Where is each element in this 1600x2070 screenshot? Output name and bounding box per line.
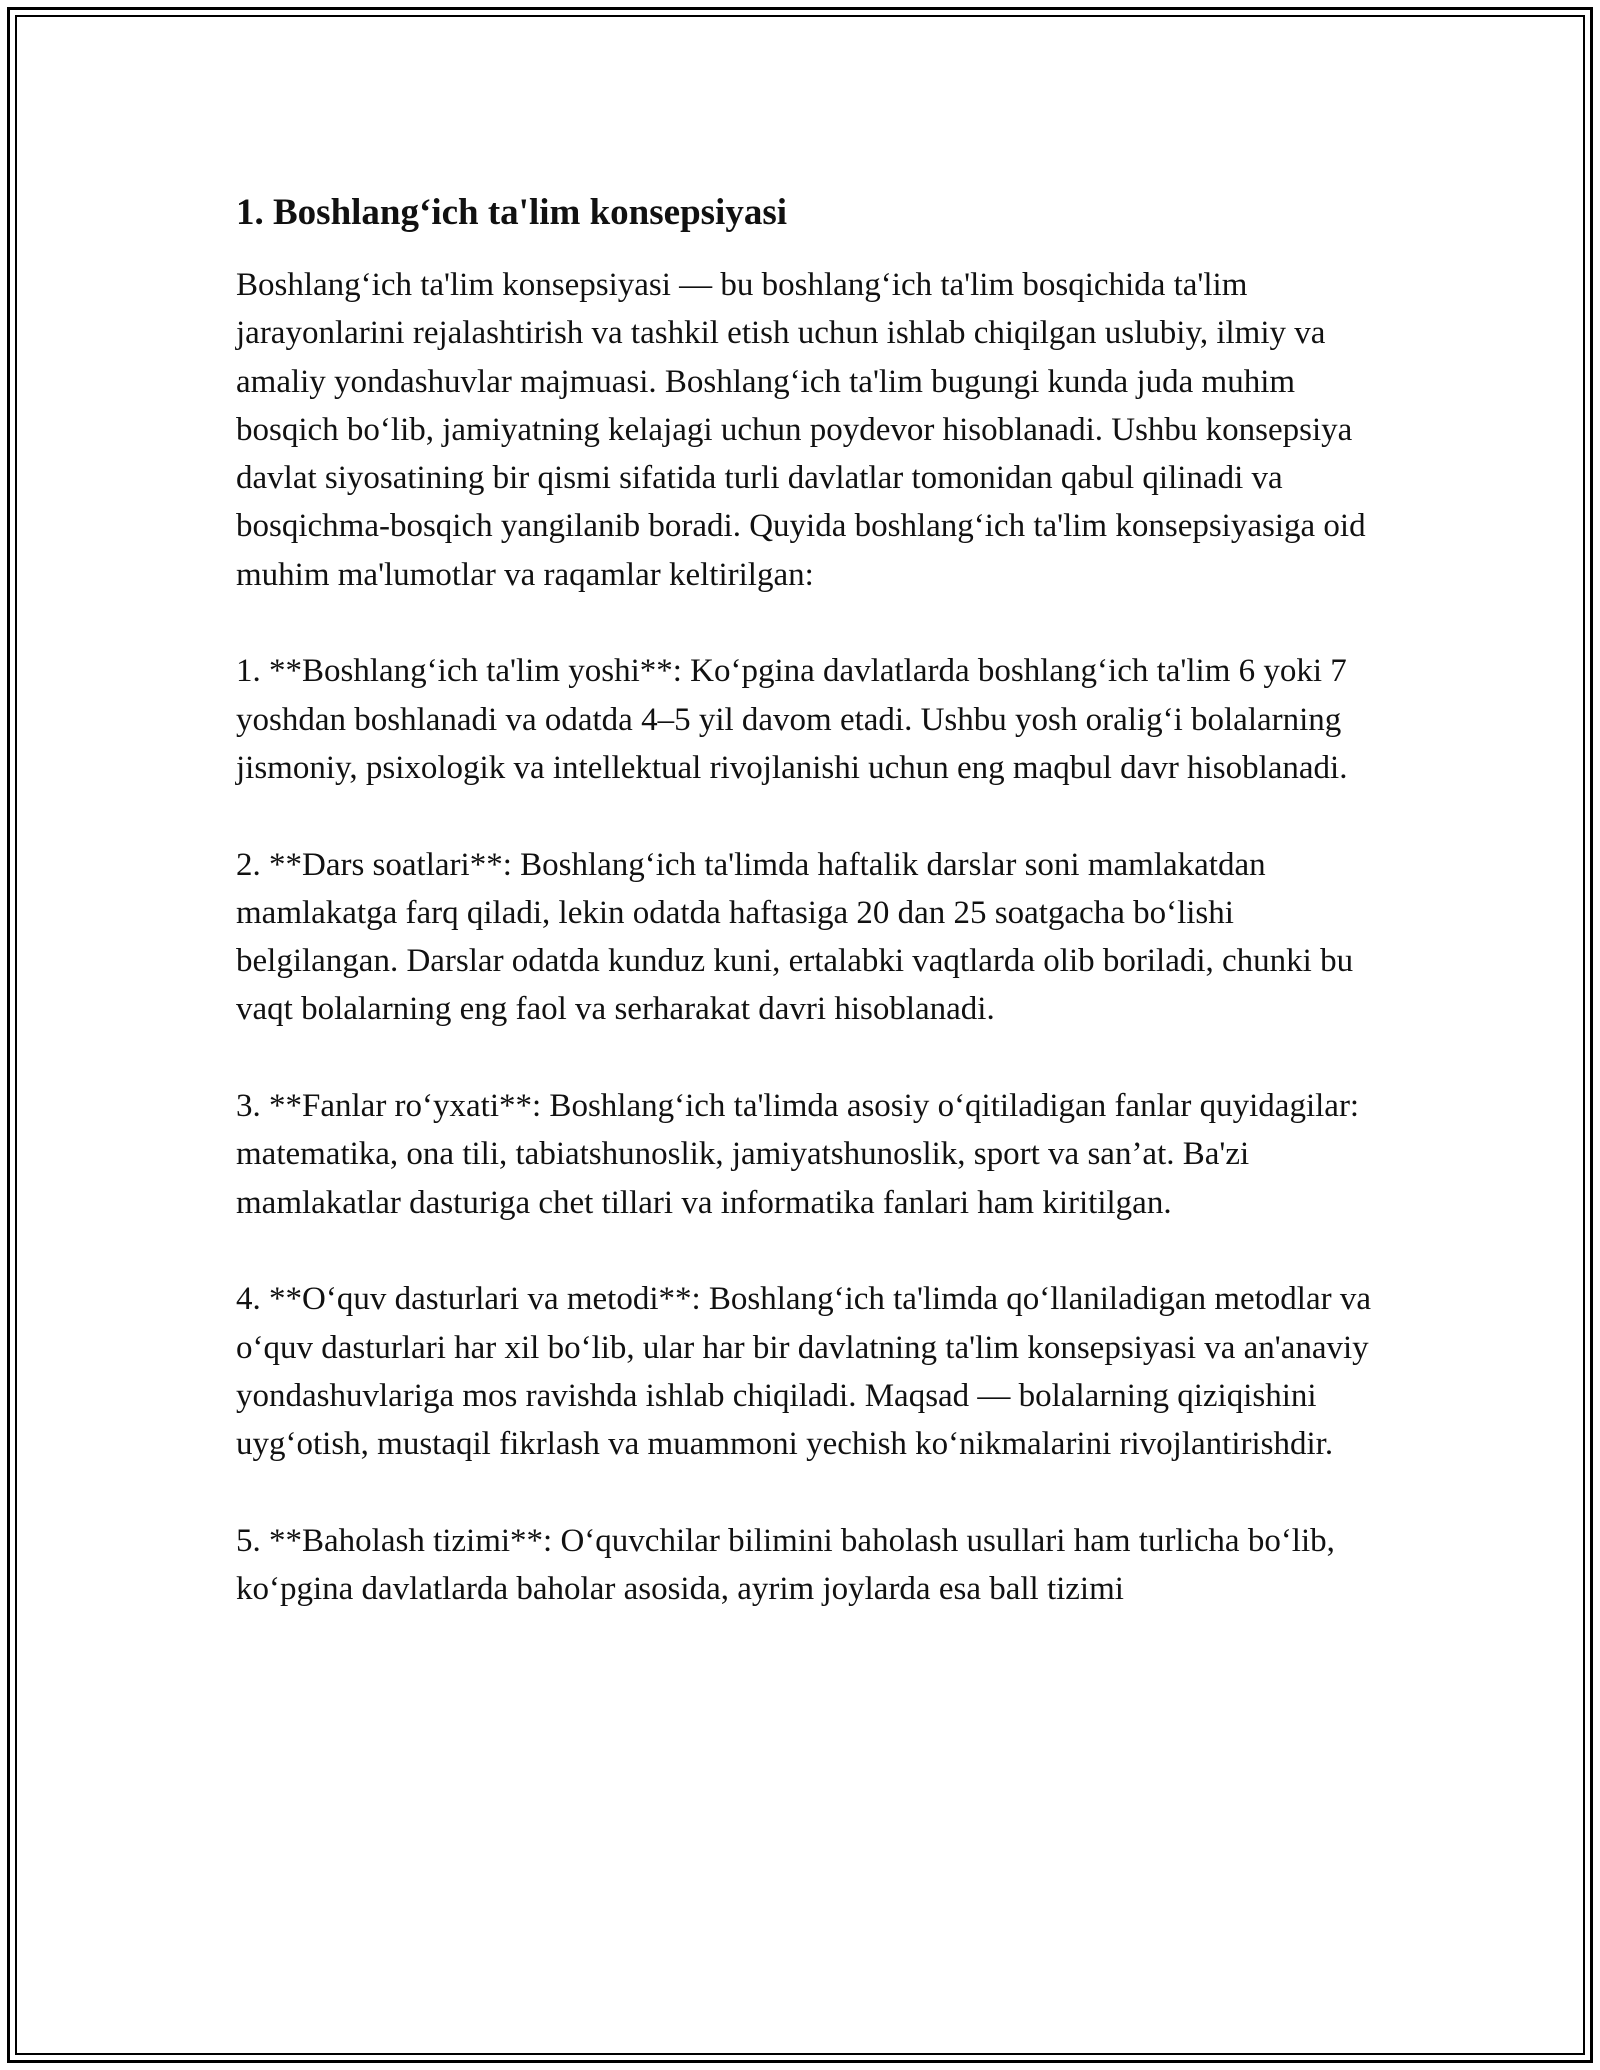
list-item-subjects: 3. **Fanlar ro‘yxati**: Boshlang‘ich ta'limda asosiy o‘qitiladigan fanlar quyidagilar: matematika, ona tili, tabiatshunoslik, jamiyatshunoslik, sport va san’at. Ba'zi mamlakatlar dasturiga chet tillari va informatika fanlari ham kiritilgan. (236, 1088, 1360, 1221)
intro-paragraph: Boshlang‘ich ta'lim konsepsiyasi — bu boshlang‘ich ta'lim bosqichida ta'lim jarayonlarini rejalashtirish va tashkil etish uchun ishlab chiqilgan uslubiy, ilmiy va amaliy yondashuvlar majmuasi. Boshlang‘ich ta'lim bugungi kunda juda muhim bosqich bo‘lib, jamiyatning kelajagi uchun poydevor hisoblanadi. Ushbu konsepsiya davlat siyosatining bir qismi sifatida turli davlatlar tomonidan qabul qilinadi va bosqichma-bosqich yangilanib boradi. Quyida boshlang‘ich ta'lim konsepsiyasiga oid muhim ma'lumotlar va raqamlar keltirilgan: (236, 267, 1366, 593)
list-item-lesson-hours: 2. **Dars soatlari**: Boshlang‘ich ta'limda haftalik darslar soni mamlakatdan mamlakatga farq qiladi, lekin odatda haftasiga 20 dan 25 soatgacha bo‘lishi belgilangan. Darslar odatda kunduz kuni, ertalabki vaqtlarda olib boriladi, chunki bu vaqt bolalarning eng faol va serharakat davri hisoblanadi. (236, 846, 1354, 1028)
list-item-age: 1. **Boshlang‘ich ta'lim yoshi**: Ko‘pgina davlatlarda boshlang‘ich ta'lim 6 yoki 7 yoshdan boshlanadi va odatda 4–5 yil davom etadi. Ushbu yosh oralig‘i bolalarning jismoniy, psixologik va intellektual rivojlanishi uchun eng maqbul davr hisoblanadi. (236, 653, 1348, 786)
document-body (236, 186, 1376, 1613)
list-item-assessment: 5. **Baholash tizimi**: O‘quvchilar bilimini baholash usullari ham turlicha bo‘lib, ko‘pgina davlatlarda baholar asosida, ayrim joylarda esa ball tizimi (236, 1522, 1335, 1608)
list-item-curricula-methods: 4. **O‘quv dasturlari va metodi**: Boshlang‘ich ta'limda qo‘llaniladigan metodlar va o‘quv dasturlari har xil bo‘lib, ular har bir davlatning ta'lim konsepsiyasi va an'anaviy yondashuvlariga mos ravishda ishlab chiqiladi. Maqsad — bolalarning qiziqishini uyg‘otish, mustaqil fikrlash va muammoni yechish ko‘nikmalarini rivojlantirishdir. (236, 1281, 1372, 1463)
document-title: 1. Boshlang‘ich ta'lim konsepsiyasi (236, 192, 788, 233)
